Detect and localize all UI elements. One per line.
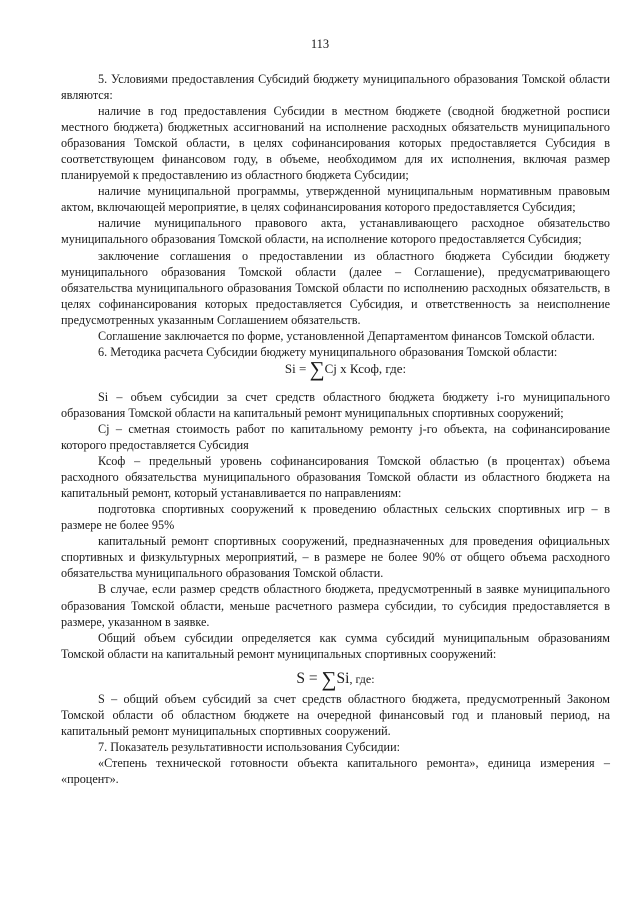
total-subsidy-formula bbox=[61, 666, 610, 691]
sum-icon: ∑ bbox=[321, 666, 337, 691]
paragraph: наличие в год предоставления Субсидии в местном бюджете (сводной бюджетной росписи местного бюджета) бюджетных ассигнований на исполнение расходных обязательств муниципального образования Томской области, в целях софинансирования которых предоставляется Субсидия в соответствующем финансовом году, в объеме, необходимом для их исполнения, включая размер планируемой к предоставлению из областного бюджета Субсидии; bbox=[61, 104, 610, 183]
subsidy-formula bbox=[61, 356, 610, 381]
formula-lhs: S bbox=[296, 669, 306, 687]
formula-equals: = bbox=[299, 360, 307, 376]
paragraph: заключение соглашения о предоставлении из областного бюджета Субсидии бюджету муниципального образования Томской области (далее – Соглашение), предусматривающего обязательства муниципального образования Томской области по исполнению расходных обязательств, в целях софинансирования которых предоставляется Субсидия, и ответственность за неисполнение предусмотренных указанным Соглашением обязательств. bbox=[61, 248, 610, 327]
paragraph: В случае, если размер средств областного бюджета, предусмотренный в заявке муниципального образования Томской области, меньше расчетного размера субсидии, то субсидия предоставляется в размере, указанном в заявке. bbox=[61, 582, 610, 629]
paragraph: наличие муниципальной программы, утвержденной муниципальным нормативным правовым актом, включающей мероприятие, в целях софинансирования которого предоставляется Субсидия; bbox=[61, 184, 610, 215]
formula-equals: = bbox=[308, 669, 318, 687]
paragraph: 5. Условиями предоставления Субсидий бюджету муниципального образования Томской области являются: bbox=[61, 72, 610, 103]
sum-icon: ∑ bbox=[309, 356, 325, 381]
paragraph: S – общий объем субсидий за счет средств областного бюджета, предусмотренный Законом Томской области об областном бюджете на очередной финансовый год и плановый период, на капитальный ремонт муниципальных спортивных сооружений. bbox=[61, 691, 610, 738]
formula-rhs: Cj x Ксоф, где: bbox=[324, 360, 407, 376]
paragraph: Si – объем субсидии за счет средств областного бюджета бюджету i-го муниципального образования Томской области на капитальный ремонт муниципальных спортивных сооружений; bbox=[61, 389, 610, 420]
document-body bbox=[61, 71, 610, 787]
formula-tail: , где: bbox=[349, 671, 375, 686]
paragraph: Общий объем субсидии определяется как сумма субсидий муниципальным образованиям Томской области на капитальный ремонт муниципальных спортивных сооружений: bbox=[61, 630, 610, 661]
formula-rhs: Si bbox=[336, 669, 350, 687]
paragraph: «Степень технической готовности объекта капитального ремонта», единица измерения – «процент». bbox=[61, 755, 610, 786]
paragraph: наличие муниципального правового акта, устанавливающего расходное обязательство муниципального образования Томской области, на исполнение которого предоставляется Субсидия; bbox=[61, 216, 610, 247]
paragraph: капитальный ремонт спортивных сооружений, предназначенных для проведения официальных спортивных и физкультурных мероприятий, – в размере не более 90% от общего объема расходного обязательства муниципального образования Томской области. bbox=[61, 534, 610, 581]
paragraph: подготовка спортивных сооружений к проведению областных сельских спортивных игр – в размере не более 95% bbox=[61, 502, 610, 533]
paragraph: 7. Показатель результативности использования Субсидии: bbox=[98, 739, 400, 754]
paragraph: 6. Методика расчета Субсидии бюджету муниципального образования Томской области: bbox=[98, 344, 558, 359]
paragraph: Соглашение заключается по форме, установленной Департаментом финансов Томской области. bbox=[98, 328, 595, 343]
paragraph: Cj – сметная стоимость работ по капитальному ремонту j-го объекта, на софинансирование которого предоставляется Субсидия bbox=[61, 421, 610, 453]
page-number: 113 bbox=[310, 37, 330, 51]
formula-lhs: Si bbox=[284, 360, 296, 376]
paragraph: Ксоф – предельный уровень софинансирования Томской областью (в процентах) объема расходного обязательства муниципального образования Томской области из областного бюджета на капитальный ремонт, который устанавливается по направлениям: bbox=[61, 454, 610, 501]
